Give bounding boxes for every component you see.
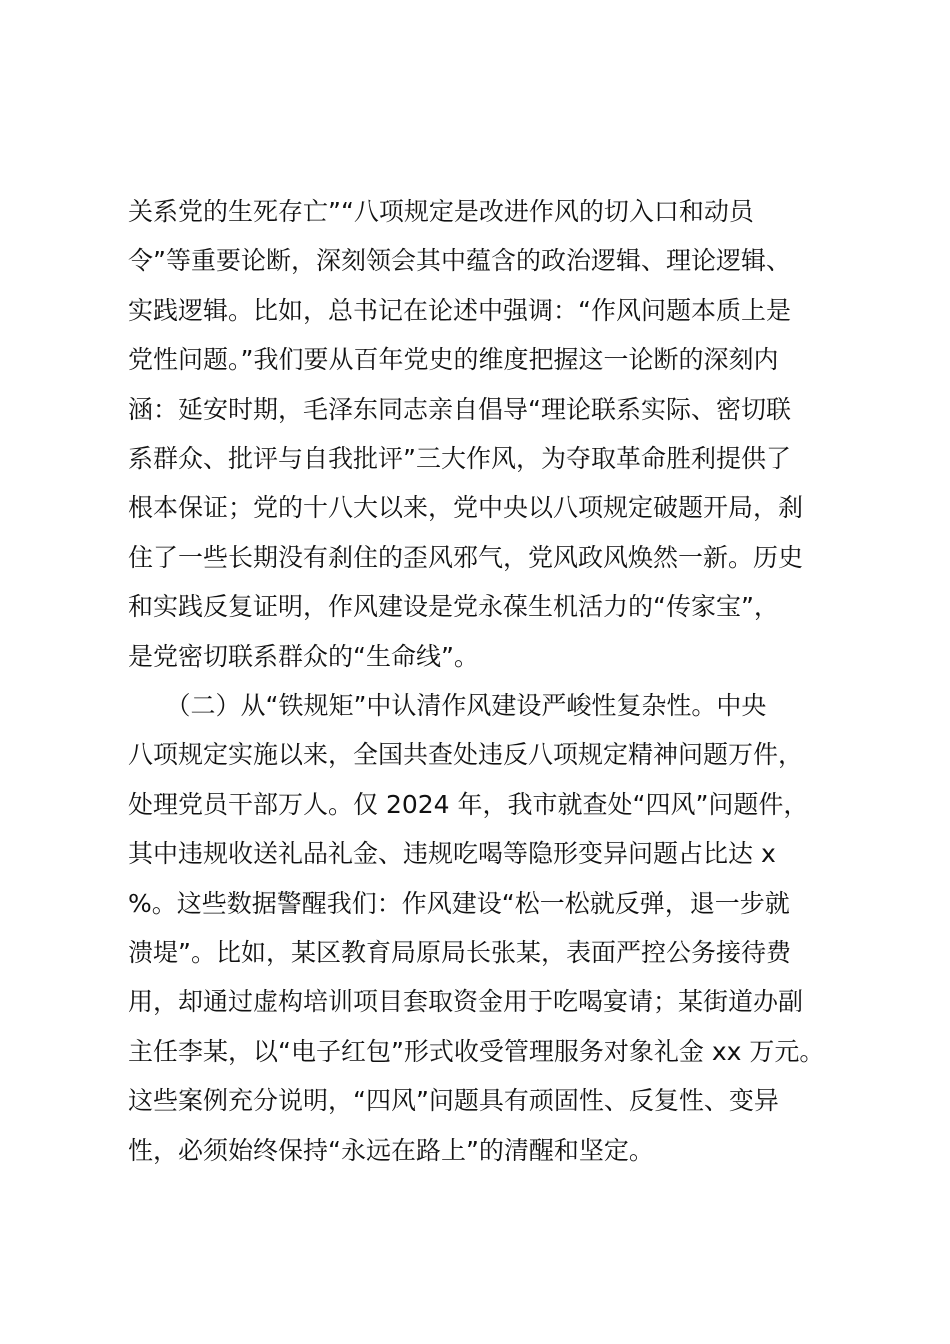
text-line: 住了一些长期没有刹住的歪风邪气，党风政风焕然一新。历史	[128, 542, 804, 572]
text-line: 根本保证；党的十八大以来，党中央以八项规定破题开局，刹	[128, 493, 804, 523]
text-line: 实践逻辑。比如，总书记在论述中强调：“作风问题本质上是	[128, 295, 791, 325]
text-line: 令”等重要论断，深刻领会其中蕴含的政治逻辑、理论逻辑、	[128, 246, 791, 276]
text-line: 处理党员干部万人。仅 2024 年，我市就查处“四风”问题件，	[128, 789, 809, 819]
text-line: %。这些数据警醒我们：作风建设“松一松就反弹，退一步就	[128, 888, 790, 918]
text-line: 其中违规收送礼品礼金、违规吃喝等隐形变异问题占比达 x	[128, 839, 776, 869]
text-line: 八项规定实施以来，全国共查处违反八项规定精神问题万件，	[128, 740, 804, 770]
text-line: 是党密切联系群众的“生命线”。	[128, 641, 479, 671]
text-line: 关系党的生死存亡”“八项规定是改进作风的切入口和动员	[128, 197, 754, 226]
text-line: 和实践反复证明，作风建设是党永葆生机活力的“传家宝”，	[128, 592, 779, 622]
text-line: 涵：延安时期，毛泽东同志亲自倡导“理论联系实际、密切联	[128, 394, 791, 424]
text-line: 这些案例充分说明，“四风”问题具有顽固性、反复性、变异	[128, 1086, 779, 1116]
text-line: 主任李某，以“电子红包”形式收受管理服务对象礼金 xx 万元。	[128, 1036, 825, 1066]
text-line: 党性问题。”我们要从百年党史的维度把握这一论断的深刻内	[128, 345, 779, 375]
text-line: 系群众、批评与自我批评”三大作风，为夺取革命胜利提供了	[128, 443, 791, 473]
text-line: 用，却通过虚构培训项目套取资金用于吃喝宴请；某街道办副	[128, 987, 804, 1017]
paragraph-1	[128, 187, 848, 681]
text-line: （二）从“铁规矩”中认清作风建设严峻性复杂性。中央	[128, 691, 767, 720]
text-line: 溃堤”。比如，某区教育局原局长张某，表面严控公务接待费	[128, 937, 791, 967]
paragraph-2	[128, 681, 848, 1175]
text-line: 性，必须始终保持“永远在路上”的清醒和坚定。	[128, 1135, 654, 1165]
